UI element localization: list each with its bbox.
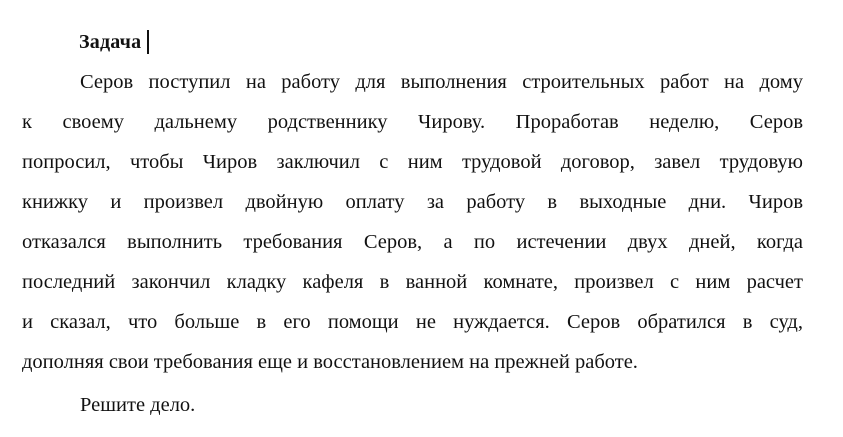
paragraph-line: Серов поступил на работу для выполнения строительных работ на дому (80, 71, 803, 93)
paragraph-line: отказался выполнить требования Серов, а по истечении двух дней, когда (22, 231, 803, 253)
paragraph-line: к своему дальнему родственнику Чирову. Проработав неделю, Серов (22, 111, 803, 133)
paragraph-line: последний закончил кладку кафеля в ванной комнате, произвел с ним расчет (22, 271, 803, 293)
heading-line (79, 27, 149, 57)
text-cursor (147, 30, 149, 54)
task-paragraph (22, 62, 803, 382)
paragraph-line: дополняя свои требования еще и восстановлением на прежней работе. (22, 351, 638, 373)
paragraph-line: и сказал, что больше в его помощи не нуждается. Серов обратился в суд, (22, 311, 803, 333)
task-heading: Задача (79, 30, 142, 53)
closing-instruction: Решите дело. (80, 394, 196, 416)
paragraph-line: книжку и произвел двойную оплату за работу в выходные дни. Чиров (22, 191, 803, 213)
paragraph-line: попросил, чтобы Чиров заключил с ним трудовой договор, завел трудовую (22, 151, 803, 173)
